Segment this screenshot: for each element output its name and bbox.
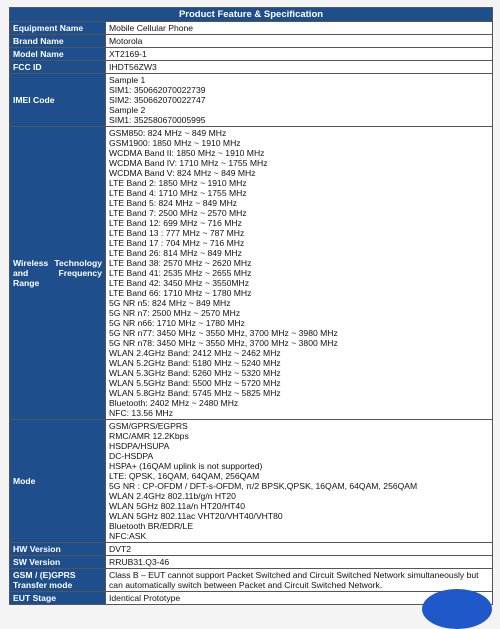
frequency-line: LTE Band 2: 1850 MHz ~ 1910 MHz	[109, 178, 247, 188]
label-model-name: Model Name	[10, 48, 106, 60]
row-eut-stage	[10, 592, 492, 604]
value-equipment-name: Mobile Cellular Phone	[109, 23, 194, 33]
row-hw-version	[10, 543, 492, 556]
mode-line: RMC/AMR 12.2Kbps	[109, 431, 189, 441]
mode-line: WLAN 5GHz 802.11a/n HT20/HT40	[109, 501, 245, 511]
frequency-line: GSM1900: 1850 MHz ~ 1910 MHz	[109, 138, 241, 148]
mode-line: DC-HSDPA	[109, 451, 154, 461]
value-imei-code	[106, 74, 492, 126]
row-mode	[10, 420, 492, 543]
value-wireless-technology	[106, 127, 492, 419]
frequency-line: LTE Band 38: 2570 MHz ~ 2620 MHz	[109, 258, 252, 268]
imei-line: SIM2: 350662070022747	[109, 95, 206, 105]
frequency-line: LTE Band 17 : 704 MHz ~ 716 MHz	[109, 238, 245, 248]
value-eut-stage: Identical Prototype	[109, 593, 181, 603]
frequency-line: LTE Band 26: 814 MHz ~ 849 MHz	[109, 248, 242, 258]
mode-line: GSM/GPRS/EGPRS	[109, 421, 188, 431]
label-sw-version: SW Version	[10, 556, 106, 568]
frequency-line: WCDMA Band IV: 1710 MHz ~ 1755 MHz	[109, 158, 268, 168]
label-brand-name: Brand Name	[10, 35, 106, 47]
frequency-line: LTE Band 12: 699 MHz ~ 716 MHz	[109, 218, 242, 228]
mode-line: HSPA+ (16QAM uplink is not supported)	[109, 461, 263, 471]
label-fcc-id: FCC ID	[10, 61, 106, 73]
frequency-line: NFC: 13.56 MHz	[109, 408, 173, 418]
frequency-line: LTE Band 4: 1710 MHz ~ 1755 MHz	[109, 188, 247, 198]
frequency-line: WCDMA Band V: 824 MHz ~ 849 MHz	[109, 168, 256, 178]
spec-table	[9, 7, 493, 605]
frequency-line: WLAN 5.3GHz Band: 5260 MHz ~ 5320 MHz	[109, 368, 281, 378]
frequency-line: 5G NR n5: 824 MHz ~ 849 MHz	[109, 298, 231, 308]
label-gsm-transfer-mode: GSM / (E)GPRS Transfer mode	[10, 569, 106, 591]
row-model-name	[10, 48, 492, 61]
imei-line: SIM1: 350662070022739	[109, 85, 206, 95]
frequency-line: 5G NR n7: 2500 MHz ~ 2570 MHz	[109, 308, 241, 318]
label-wireless-technology: Wireless Technology and Frequency Range	[10, 127, 106, 419]
value-sw-version: RRUB31.Q3-46	[109, 557, 170, 567]
frequency-line: WCDMA Band II: 1850 MHz ~ 1910 MHz	[109, 148, 265, 158]
label-eut-stage: EUT Stage	[10, 592, 106, 604]
mode-line: NFC:ASK	[109, 531, 147, 541]
imei-line: SIM1: 352580670005995	[109, 115, 206, 125]
imei-line: Sample 1	[109, 75, 146, 85]
frequency-line: LTE Band 66: 1710 MHz ~ 1780 MHz	[109, 288, 252, 298]
frequency-line: WLAN 5.2GHz Band: 5180 MHz ~ 5240 MHz	[109, 358, 281, 368]
frequency-line: LTE Band 41: 2535 MHz ~ 2655 MHz	[109, 268, 252, 278]
frequency-line: WLAN 2.4GHz Band: 2412 MHz ~ 2462 MHz	[109, 348, 281, 358]
row-imei-code	[10, 74, 492, 127]
row-sw-version	[10, 556, 492, 569]
mode-line: WLAN 5GHz 802.11ac VHT20/VHT40/VHT80	[109, 511, 283, 521]
value-gsm-transfer-mode: Class B – EUT cannot support Packet Switched and Circuit Switched Network simultaneously but can automatically switch between Packet and Circuit Switched Network.	[109, 570, 479, 590]
imei-line: Sample 2	[109, 105, 146, 115]
frequency-line: 5G NR n66: 1710 MHz ~ 1780 MHz	[109, 318, 245, 328]
row-gsm-transfer-mode	[10, 569, 492, 592]
frequency-line: LTE Band 5: 824 MHz ~ 849 MHz	[109, 198, 238, 208]
frequency-line: 5G NR n78: 3450 MHz ~ 3550 MHz, 3700 MHz ~ 3800 MHz	[109, 338, 338, 348]
frequency-line: WLAN 5.5GHz Band: 5500 MHz ~ 5720 MHz	[109, 378, 281, 388]
corner-decoration	[422, 589, 492, 629]
value-hw-version: DVT2	[109, 544, 131, 554]
label-imei-code: IMEI Code	[10, 74, 106, 126]
frequency-line: LTE Band 13 : 777 MHz ~ 787 MHz	[109, 228, 245, 238]
label-mode: Mode	[10, 420, 106, 542]
mode-line: WLAN 2.4GHz 802.11b/g/n HT20	[109, 491, 236, 501]
row-equipment-name	[10, 22, 492, 35]
mode-line: LTE: QPSK, 16QAM, 64QAM, 256QAM	[109, 471, 260, 481]
mode-line: 5G NR : CP-OFDM / DFT-s-OFDM, π/2 BPSK,QPSK, 16QAM, 64QAM, 256QAM	[109, 481, 418, 491]
value-model-name: XT2169-1	[109, 49, 147, 59]
table-title: Product Feature & Specification	[10, 8, 492, 22]
row-fcc-id	[10, 61, 492, 74]
frequency-line: WLAN 5.8GHz Band: 5745 MHz ~ 5825 MHz	[109, 388, 281, 398]
frequency-line: LTE Band 42: 3450 MHz ~ 3550MHz	[109, 278, 250, 288]
mode-line: HSDPA/HSUPA	[109, 441, 170, 451]
mode-line: Bluetooth BR/EDR/LE	[109, 521, 194, 531]
value-fcc-id: IHDT56ZW3	[109, 62, 157, 72]
value-brand-name: Motorola	[109, 36, 143, 46]
label-equipment-name: Equipment Name	[10, 22, 106, 34]
row-wireless-technology	[10, 127, 492, 420]
value-mode	[106, 420, 492, 542]
frequency-line: GSM850: 824 MHz ~ 849 MHz	[109, 128, 227, 138]
frequency-line: Bluetooth: 2402 MHz ~ 2480 MHz	[109, 398, 239, 408]
frequency-line: 5G NR n77: 3450 MHz ~ 3550 MHz, 3700 MHz ~ 3980 MHz	[109, 328, 338, 338]
frequency-line: LTE Band 7: 2500 MHz ~ 2570 MHz	[109, 208, 247, 218]
label-hw-version: HW Version	[10, 543, 106, 555]
row-brand-name	[10, 35, 492, 48]
